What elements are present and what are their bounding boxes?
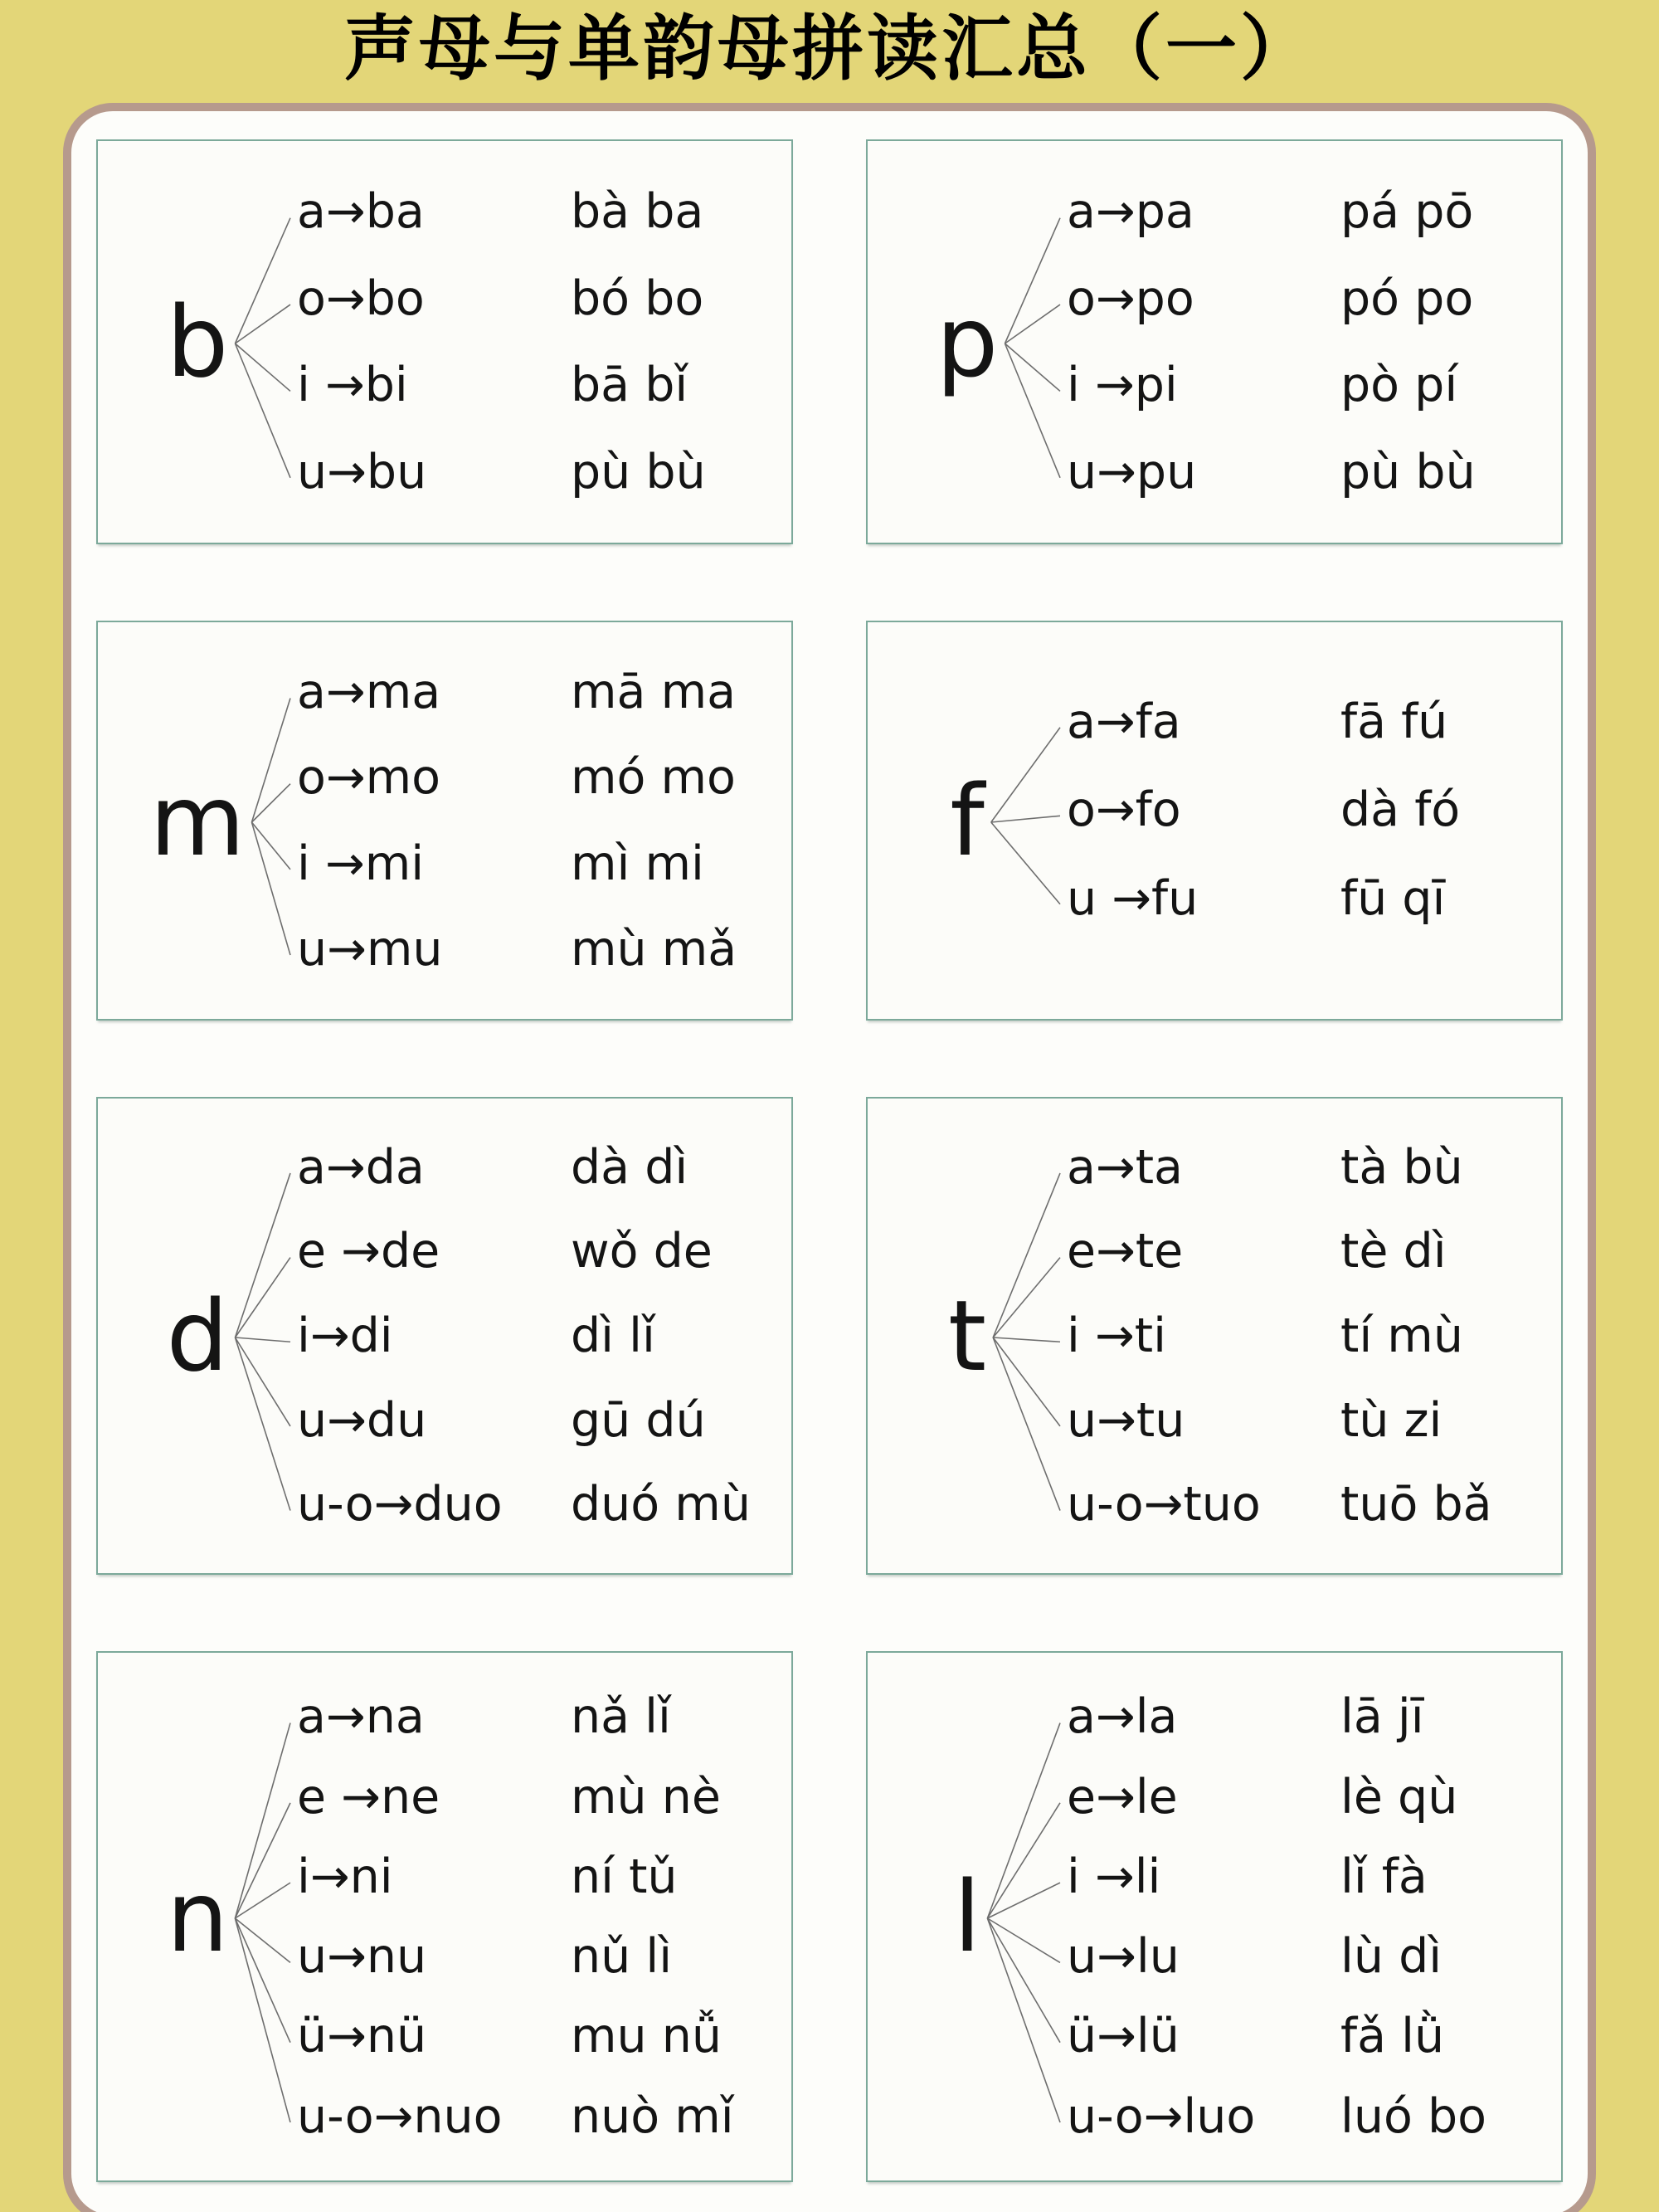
combo-rows — [1067, 622, 1561, 1019]
combo-row — [297, 2009, 785, 2063]
initial-letter: n — [166, 1859, 229, 1974]
example-word: mù mǎ — [571, 921, 737, 977]
example-word: gū dú — [571, 1392, 706, 1448]
syllable-combo: a→ma — [297, 665, 441, 720]
example-word: tù zi — [1340, 1392, 1443, 1448]
page-title: 声母与单韵母拼读汇总（一） — [344, 9, 1315, 89]
initial-letter-zone — [868, 141, 1067, 543]
pinyin-card-p — [866, 139, 1563, 544]
example-word: tí mù — [1340, 1308, 1463, 1363]
syllable-combo: u→mu — [297, 921, 443, 977]
syllable-combo: o→mo — [297, 750, 441, 806]
example-word: nǔ lì — [571, 1929, 673, 1985]
syllable-combo: u→tu — [1067, 1392, 1185, 1448]
example-word: mì mi — [571, 836, 704, 891]
combo-rows — [1067, 1653, 1561, 2180]
example-word: lù dì — [1340, 1929, 1443, 1985]
example-word: lǐ fà — [1340, 1849, 1428, 1904]
initial-letter: f — [950, 763, 985, 878]
syllable-combo: e →ne — [297, 1769, 440, 1825]
example-word: mó mo — [571, 750, 736, 806]
example-word: wǒ de — [571, 1224, 713, 1279]
pinyin-card-l — [866, 1651, 1563, 2182]
initial-letter: t — [947, 1279, 987, 1393]
combo-row — [1067, 358, 1554, 412]
syllable-combo: i →pi — [1067, 358, 1178, 413]
initial-letter: p — [936, 285, 999, 399]
example-word: pù bù — [571, 444, 706, 499]
combo-rows — [297, 141, 791, 543]
combo-row — [1067, 1770, 1554, 1825]
combo-row — [1067, 2009, 1554, 2063]
combo-row — [1067, 445, 1554, 499]
syllable-combo: a→da — [297, 1139, 425, 1195]
syllable-combo: ü→lü — [1067, 2009, 1180, 2064]
syllable-combo: u-o→luo — [1067, 2088, 1256, 2144]
syllable-combo: i →mi — [297, 836, 425, 891]
syllable-combo: a→la — [1067, 1689, 1178, 1745]
combo-row — [1067, 1393, 1554, 1448]
example-word: ní tǔ — [571, 1849, 678, 1904]
syllable-combo: a→na — [297, 1689, 425, 1745]
combo-row — [1067, 1140, 1554, 1195]
combo-row — [297, 922, 785, 977]
syllable-combo: a→pa — [1067, 184, 1194, 240]
pinyin-card-d — [96, 1097, 793, 1575]
combo-row — [1067, 1224, 1554, 1279]
syllable-combo: i→ni — [297, 1849, 393, 1904]
syllable-combo: i→di — [297, 1308, 393, 1363]
combo-rows — [1067, 1099, 1561, 1573]
combo-row — [297, 1477, 785, 1532]
syllable-combo: i →li — [1067, 1849, 1161, 1904]
example-word: dà dì — [571, 1139, 688, 1195]
pinyin-card-m — [96, 621, 793, 1021]
syllable-combo: u→pu — [1067, 444, 1197, 499]
example-word: mā ma — [571, 665, 737, 720]
initial-letter-zone — [98, 1099, 297, 1573]
example-word: lè qù — [1340, 1769, 1458, 1825]
example-word: fā fú — [1340, 694, 1448, 749]
combo-row — [297, 1140, 785, 1195]
example-word: pó po — [1340, 270, 1474, 326]
example-word: bà ba — [571, 184, 704, 240]
example-word: tà bù — [1340, 1139, 1463, 1195]
initial-letter-zone — [98, 1653, 297, 2180]
initial-letter: l — [953, 1859, 981, 1974]
syllable-combo: o→po — [1067, 270, 1194, 326]
example-word: tè dì — [1340, 1224, 1447, 1279]
combo-rows — [297, 1099, 791, 1573]
combo-row — [297, 1308, 785, 1363]
syllable-combo: o→bo — [297, 270, 425, 326]
syllable-combo: e→te — [1067, 1224, 1184, 1279]
combo-row — [297, 2089, 785, 2144]
initial-letter: m — [149, 763, 246, 878]
combo-row — [297, 271, 785, 326]
initial-letter-zone — [868, 1653, 1067, 2180]
syllable-combo: ü→nü — [297, 2009, 427, 2064]
example-word: pá pō — [1340, 184, 1474, 240]
example-word: duó mù — [571, 1477, 751, 1532]
combo-row — [1067, 2089, 1554, 2144]
example-word: pù bù — [1340, 444, 1476, 499]
combo-row — [1067, 184, 1554, 239]
combo-row — [1067, 1849, 1554, 1904]
syllable-combo: u-o→nuo — [297, 2088, 503, 2144]
cards-grid — [63, 103, 1596, 2212]
syllable-combo: u →fu — [1067, 870, 1199, 926]
pinyin-card-b — [96, 139, 793, 544]
syllable-combo: i →bi — [297, 358, 408, 413]
syllable-combo: e →de — [297, 1224, 440, 1279]
example-word: bā bǐ — [571, 358, 688, 413]
combo-row — [297, 184, 785, 239]
example-word: fǎ lǜ — [1340, 2009, 1445, 2064]
combo-row — [1067, 782, 1554, 837]
example-word: nǎ lǐ — [571, 1689, 671, 1745]
syllable-combo: e→le — [1067, 1769, 1178, 1825]
combo-row — [297, 1929, 785, 1984]
initial-letter: d — [166, 1279, 229, 1393]
combo-row — [297, 445, 785, 499]
combo-row — [1067, 1929, 1554, 1984]
pinyin-card-t — [866, 1097, 1563, 1575]
syllable-combo: u→nu — [297, 1929, 427, 1985]
combo-row — [1067, 1308, 1554, 1363]
combo-row — [297, 1393, 785, 1448]
combo-row — [1067, 1689, 1554, 1744]
combo-row — [297, 750, 785, 805]
combo-row — [297, 665, 785, 719]
example-word: fū qī — [1340, 870, 1446, 926]
combo-row — [1067, 1477, 1554, 1532]
syllable-combo: u→du — [297, 1392, 427, 1448]
initial-letter-zone — [868, 1099, 1067, 1573]
example-word: luó bo — [1340, 2088, 1487, 2144]
combo-rows — [297, 622, 791, 1019]
syllable-combo: u-o→tuo — [1067, 1477, 1261, 1532]
combo-row — [1067, 694, 1554, 749]
combo-row — [297, 1689, 785, 1744]
syllable-combo: u→lu — [1067, 1929, 1180, 1985]
example-word: dà fó — [1340, 782, 1461, 837]
combo-row — [297, 1224, 785, 1279]
example-word: pò pí — [1340, 358, 1458, 413]
example-word: tuō bǎ — [1340, 1477, 1492, 1532]
initial-letter-zone — [98, 622, 297, 1019]
initial-letter: b — [166, 285, 229, 399]
syllable-combo: u→bu — [297, 444, 427, 499]
combo-row — [297, 836, 785, 891]
initial-letter-zone — [868, 622, 1067, 1019]
example-word: dì lǐ — [571, 1308, 655, 1363]
combo-row — [297, 1849, 785, 1904]
example-word: lā jī — [1340, 1689, 1424, 1745]
initial-letter-zone — [98, 141, 297, 543]
syllable-combo: a→fa — [1067, 694, 1181, 749]
syllable-combo: i →ti — [1067, 1308, 1166, 1363]
pinyin-card-f — [866, 621, 1563, 1021]
syllable-combo: u-o→duo — [297, 1477, 503, 1532]
combo-row — [297, 1770, 785, 1825]
example-word: bó bo — [571, 270, 704, 326]
syllable-combo: a→ba — [297, 184, 425, 240]
example-word: mù nè — [571, 1769, 721, 1825]
pinyin-card-n — [96, 1651, 793, 2182]
combo-rows — [1067, 141, 1561, 543]
combo-row — [1067, 871, 1554, 926]
example-word: nuò mǐ — [571, 2088, 734, 2144]
combo-row — [1067, 271, 1554, 326]
combo-row — [297, 358, 785, 412]
syllable-combo: a→ta — [1067, 1139, 1183, 1195]
example-word: mu nǚ — [571, 2009, 722, 2064]
combo-rows — [297, 1653, 791, 2180]
syllable-combo: o→fo — [1067, 782, 1181, 837]
